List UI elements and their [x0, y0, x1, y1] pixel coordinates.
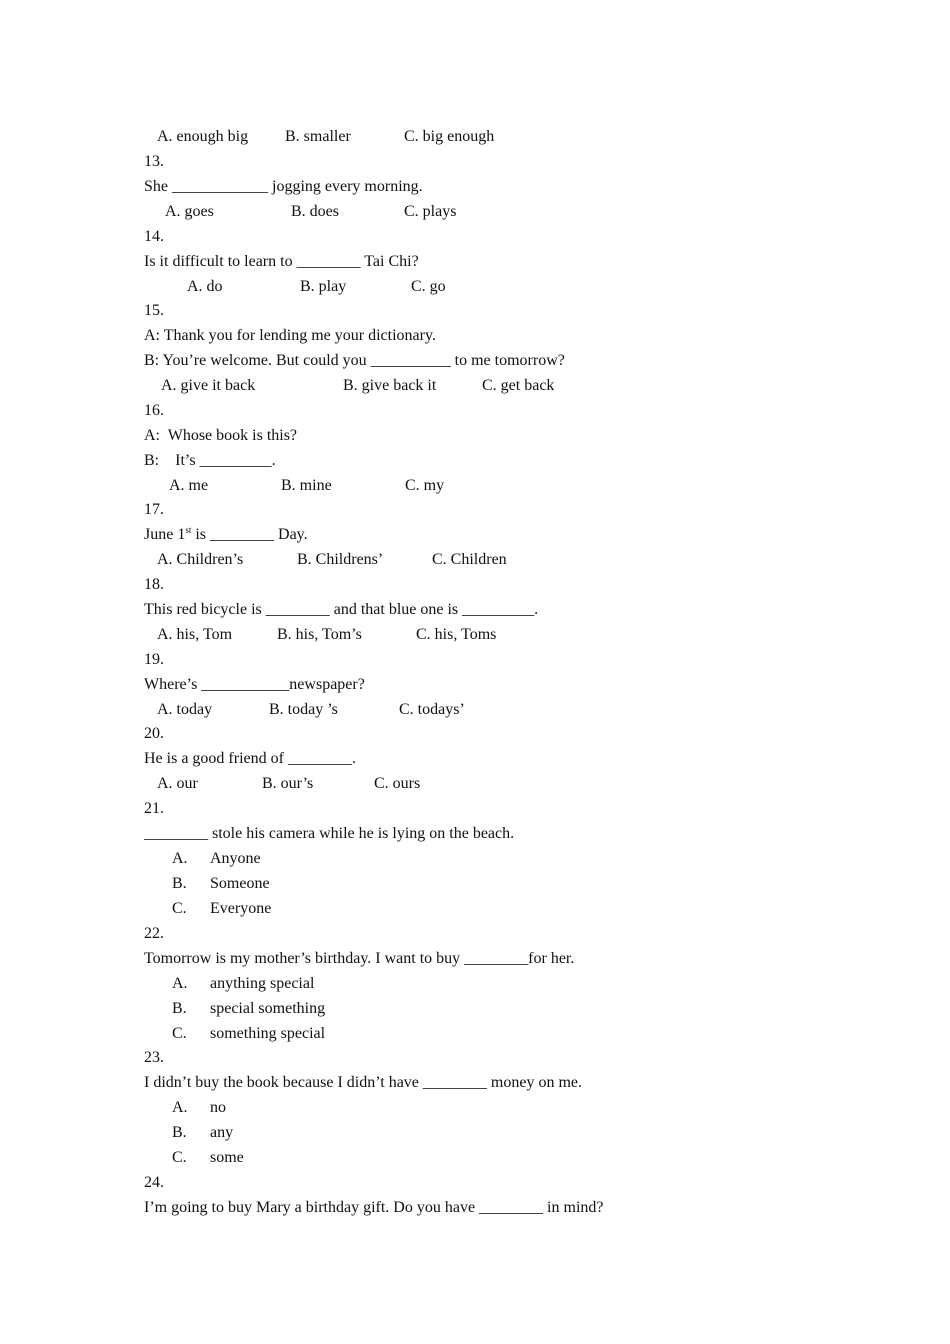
q14-number: 14.	[144, 228, 164, 245]
q17-stem	[144, 522, 308, 547]
q22-option-c	[0, 1021, 950, 1046]
q13-stem: She ____________ jogging every morning.	[144, 178, 423, 195]
q13-options	[144, 199, 457, 224]
option-text: no	[210, 1099, 226, 1116]
q12-options	[144, 124, 495, 149]
option-text: Someone	[210, 875, 270, 892]
q23-number: 23.	[144, 1049, 164, 1066]
option-letter: A.	[172, 1099, 188, 1116]
option-text: special something	[210, 1000, 326, 1017]
option-text: Anyone	[210, 850, 261, 867]
q23-option-a	[0, 1095, 950, 1120]
q17-option-c: C. Children	[432, 551, 507, 568]
q16-option-a: A. me	[169, 477, 209, 494]
q19-option-a: A. today	[157, 701, 213, 718]
q23-option-b	[0, 1120, 950, 1145]
q15-number: 15.	[144, 302, 164, 319]
q12-option-c: C. big enough	[404, 128, 495, 145]
q21-number: 21.	[144, 800, 164, 817]
q15-dialogue-a: A: Thank you for lending me your dictionary.	[144, 327, 436, 344]
q24-number: 24.	[144, 1174, 164, 1191]
option-text: anything special	[210, 975, 315, 992]
q15-options	[144, 373, 555, 398]
q18-options	[144, 622, 497, 647]
q16-options	[144, 473, 445, 498]
q19-number: 19.	[144, 651, 164, 668]
q17-stem-superscript: st	[185, 525, 192, 535]
q16-dialogue-a: A: Whose book is this?	[144, 427, 298, 444]
q14-option-c: C. go	[411, 278, 446, 295]
q18-option-a: A. his, Tom	[157, 626, 233, 643]
q22-number: 22.	[144, 925, 164, 942]
option-text: something special	[210, 1025, 326, 1042]
q19-option-b: B. today ’s	[269, 701, 338, 718]
q13-option-a: A. goes	[165, 203, 214, 220]
q20-options	[144, 771, 421, 796]
q21-option-c	[0, 896, 950, 921]
q20-stem: He is a good friend of ________.	[144, 750, 356, 767]
option-text: some	[210, 1149, 244, 1166]
q17-number: 17.	[144, 501, 164, 518]
q14-option-a: A. do	[187, 278, 223, 295]
q22-option-b	[0, 996, 950, 1021]
q18-number: 18.	[144, 576, 164, 593]
q21-option-b	[0, 871, 950, 896]
q15-dialogue-b: B: You’re welcome. But could you __________ to me tomorrow?	[144, 352, 565, 369]
q19-option-c: C. todays’	[399, 701, 465, 718]
q19-options	[144, 697, 465, 722]
q17-option-b: B. Childrens’	[297, 551, 384, 568]
q17-option-a: A. Children’s	[157, 551, 244, 568]
q24-stem: I’m going to buy Mary a birthday gift. Do you have ________ in mind?	[144, 1199, 604, 1216]
q22-stem: Tomorrow is my mother’s birthday. I want to buy ________for her.	[144, 950, 575, 967]
q15-option-a: A. give it back	[161, 377, 256, 394]
option-letter: C.	[172, 1149, 187, 1166]
option-letter: B.	[172, 1124, 187, 1141]
q13-number: 13.	[144, 153, 164, 170]
q20-option-c: C. ours	[374, 775, 421, 792]
q18-option-b: B. his, Tom’s	[277, 626, 362, 643]
q16-option-b: B. mine	[281, 477, 332, 494]
q23-stem: I didn’t buy the book because I didn’t have ________ money on me.	[144, 1074, 582, 1091]
q22-option-a	[0, 971, 950, 996]
q16-dialogue-b: B: It’s _________.	[144, 452, 276, 469]
q16-option-c: C. my	[405, 477, 445, 494]
q14-option-b: B. play	[300, 278, 347, 295]
q18-stem: This red bicycle is ________ and that blue one is _________.	[144, 601, 539, 618]
q16-number: 16.	[144, 402, 164, 419]
q14-stem: Is it difficult to learn to ________ Tai Chi?	[144, 253, 419, 270]
q13-option-c: C. plays	[404, 203, 457, 220]
option-letter: B.	[172, 1000, 187, 1017]
q18-option-c: C. his, Toms	[416, 626, 497, 643]
option-text: any	[210, 1124, 234, 1141]
q14-options	[144, 274, 446, 299]
q23-option-c	[0, 1145, 950, 1170]
option-letter: C.	[172, 1025, 187, 1042]
q12-option-a: A. enough big	[157, 128, 249, 145]
option-letter: A.	[172, 975, 188, 992]
q19-stem: Where’s ___________newspaper?	[144, 676, 365, 693]
q17-stem-pre: June 1	[144, 526, 186, 543]
q20-number: 20.	[144, 725, 164, 742]
option-text: Everyone	[210, 900, 272, 917]
q20-option-b: B. our’s	[262, 775, 314, 792]
option-letter: C.	[172, 900, 187, 917]
q21-stem: ________ stole his camera while he is lying on the beach.	[144, 825, 515, 842]
q20-option-a: A. our	[157, 775, 198, 792]
q17-options	[144, 547, 507, 572]
q21-option-a	[0, 846, 950, 871]
option-letter: B.	[172, 875, 187, 892]
q12-option-b: B. smaller	[285, 128, 351, 145]
option-letter: A.	[172, 850, 188, 867]
q13-option-b: B. does	[291, 203, 339, 220]
q17-stem-post: is ________ Day.	[191, 526, 308, 543]
q15-option-b: B. give back it	[343, 377, 437, 394]
q15-option-c: C. get back	[482, 377, 555, 394]
